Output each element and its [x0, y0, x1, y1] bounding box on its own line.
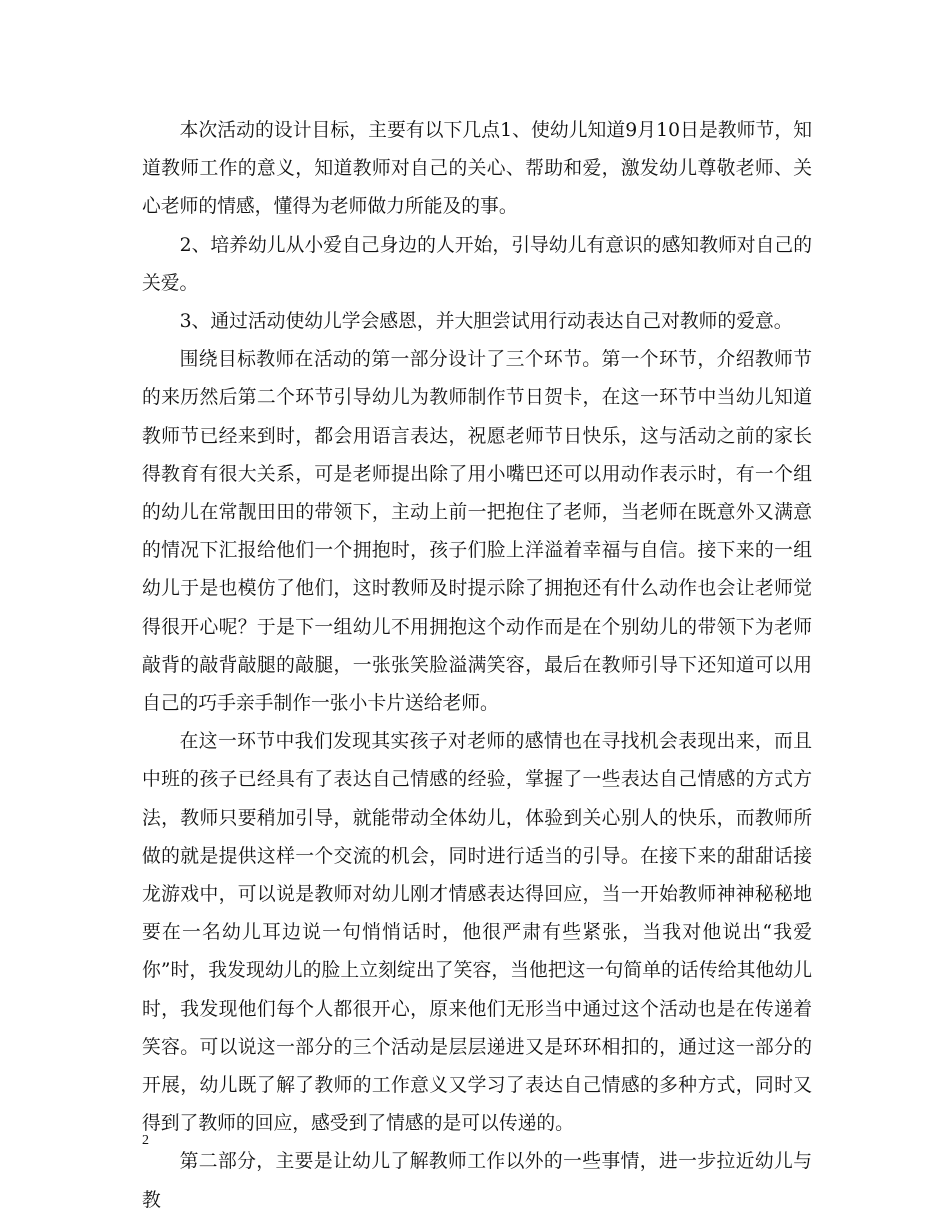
paragraph-goal-3: 3、通过活动使幼儿学会感恩，并大胆尝试用行动表达自己对教师的爱意。	[179, 311, 793, 333]
paragraph-part-one: 围绕目标教师在活动的第一部分设计了三个环节。第一个环节，介绍教师节的来历然后第二个环节引导幼儿为教师制作节日贺卡，在这一环节中当幼儿知道教师节已经来到时，都会用语言表达，祝愿老师节日快乐，这与活动之前的家长得教育有很大关系，可是老师提出除了用小嘴巴还可以用动作表示时，有一个组的幼儿在常靓田田的带领下，主动上前一把抱住了老师，当老师在既意外又满意的情况下汇报给他们一个拥抱时，孩子们脸上洋溢着幸福与自信。接下来的一组幼儿于是也模仿了他们，这时教师及时提示除了拥抱还有什么动作也会让老师觉得很开心呢？于是下一组幼儿不用拥抱这个动作而是在个别幼儿的带领下为老师敲背的敲背敲腿的敲腿，一张张笑脸溢满笑容，最后在教师引导下还知道可以用自己的巧手亲手制作一张小卡片送给老师。	[142, 349, 812, 715]
page-number: 2	[142, 1133, 149, 1148]
paragraph-reflection: 在这一环节中我们发现其实孩子对老师的感情也在寻找机会表现出来，而且中班的孩子已经具有了表达自己情感的经验，掌握了一些表达自己情感的方式方法，教师只要稍加引导，就能带动全体幼儿，体验到关心别人的快乐，而教师所做的就是提供这样一个交流的机会，同时进行适当的引导。在接下来的甜甜话接龙游戏中，可以说是教师对幼儿刚才情感表达得回应，当一开始教师神神秘秘地要在一名幼儿耳边说一句悄悄话时，他很严肃有些紧张，当我对他说出“我爱你”时，我发现幼儿的脸上立刻绽出了笑容，当他把这一句简单的话传给其他幼儿时，我发现他们每个人都很开心，原来他们无形当中通过这个活动也是在传递着笑容。可以说这一部分的三个活动是层层递进又是环环相扣的，通过这一部分的开展，幼儿既了解了教师的工作意义又学习了表达自己情感的多种方式，同时又得到了教师的回应，感受到了情感的是可以传递的。	[142, 731, 812, 1135]
paragraph-part-two: 第二部分，主要是让幼儿了解教师工作以外的一些事情，进一步拉近幼儿与教	[142, 1151, 812, 1211]
paragraph-goal-2: 2、培养幼儿从小爱自己身边的人开始，引导幼儿有意识的感知教师对自己的关爱。	[142, 234, 812, 294]
paragraph-goals-intro: 本次活动的设计目标，主要有以下几点1、使幼儿知道9月10日是教师节，知道教师工作的意义，知道教师对自己的关心、帮助和爱，激发幼儿尊敬老师、关心老师的情感，懂得为老师做力所能及的事。	[142, 120, 812, 218]
document-body	[142, 112, 812, 1220]
